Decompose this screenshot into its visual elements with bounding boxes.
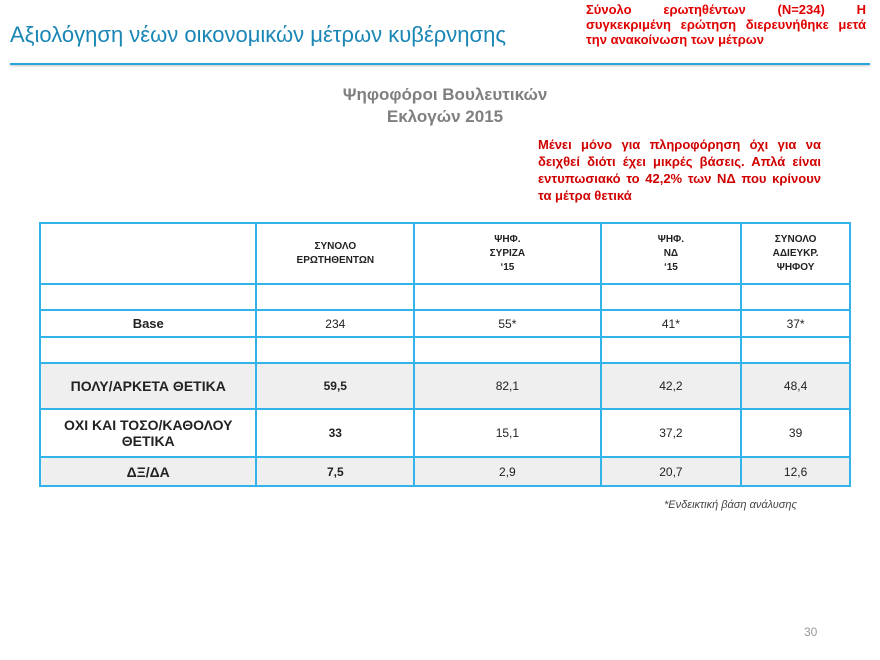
header-total — [256, 223, 414, 284]
header-undecided — [741, 223, 850, 284]
page-number: 30 — [804, 625, 818, 639]
cell: 59,5 — [256, 363, 414, 409]
table-row — [40, 457, 850, 486]
cell: 12,6 — [741, 457, 850, 486]
header-row — [40, 223, 850, 284]
cell: 42,2 — [601, 363, 742, 409]
cell: 55* — [414, 310, 600, 337]
header-text: ΣΥΝΟΛΟ — [314, 240, 357, 252]
header-text: ΕΡΩΤΗΘΕΝΤΩΝ — [296, 254, 375, 266]
header-syriza — [414, 223, 600, 284]
title-divider — [10, 63, 870, 65]
cell: 37* — [741, 310, 850, 337]
cell: 37,2 — [601, 409, 742, 457]
table-subtitle — [300, 84, 590, 128]
header-text: ΣΥΡΙΖΑ — [489, 247, 526, 259]
cell: 82,1 — [414, 363, 600, 409]
header-text: ΨΗΦΟΥ — [776, 261, 815, 273]
row-label: ΟΧΙ ΚΑΙ ΤΟΣΟ/ΚΑΘΟΛΟΥ ΘΕΤΙΚΑ — [40, 409, 256, 457]
spacer-row — [40, 284, 850, 310]
subtitle-line1: Ψηφοφόροι Βουλευτικών — [342, 85, 548, 104]
spacer-row — [40, 337, 850, 363]
header-text: ΑΔΙΕΥΚΡ. — [772, 247, 819, 259]
results-table — [39, 222, 851, 487]
cell: 15,1 — [414, 409, 600, 457]
base-row — [40, 310, 850, 337]
header-text: ΣΥΝΟΛΟ — [774, 233, 817, 245]
header-text: ‘15 — [663, 261, 678, 273]
header-text: ΝΔ — [663, 247, 679, 259]
cell: 20,7 — [601, 457, 742, 486]
cell: 2,9 — [414, 457, 600, 486]
table-row — [40, 409, 850, 457]
cell: 234 — [256, 310, 414, 337]
subtitle-line2: Εκλογών 2015 — [386, 107, 504, 126]
header-empty — [40, 223, 256, 284]
cell: 7,5 — [256, 457, 414, 486]
header-nd — [601, 223, 742, 284]
note-side-comment: Μένει μόνο για πληροφόρηση όχι για να δειχθεί διότι έχει μικρές βάσεις. Απλά είναι εντυπωσιακό το 42,2% των ΝΔ που κρίνουν τα μέτρα θετικά — [538, 137, 821, 203]
cell: 39 — [741, 409, 850, 457]
header-text: ΨΗΦ. — [494, 233, 521, 245]
slide-title: Αξιολόγηση νέων οικονομικών μέτρων κυβέρνησης — [10, 22, 506, 47]
note-sample-info: Σύνολο ερωτηθέντων (N=234) Η συγκεκριμένη ερώτηση διερευνήθηκε μετά την ανακοίνωση των μέτρων — [586, 2, 866, 47]
header-text: ‘15 — [500, 261, 515, 273]
cell: 33 — [256, 409, 414, 457]
row-label: ΠΟΛΥ/ΑΡΚΕΤΑ ΘΕΤΙΚΑ — [40, 363, 256, 409]
header-text: ΨΗΦ. — [657, 233, 685, 245]
footnote: *Ενδεικτική βάση ανάλυσης — [664, 499, 797, 511]
row-label: ΔΞ/ΔΑ — [40, 457, 256, 486]
row-label: Base — [40, 310, 256, 337]
cell: 48,4 — [741, 363, 850, 409]
cell: 41* — [601, 310, 742, 337]
table-row — [40, 363, 850, 409]
